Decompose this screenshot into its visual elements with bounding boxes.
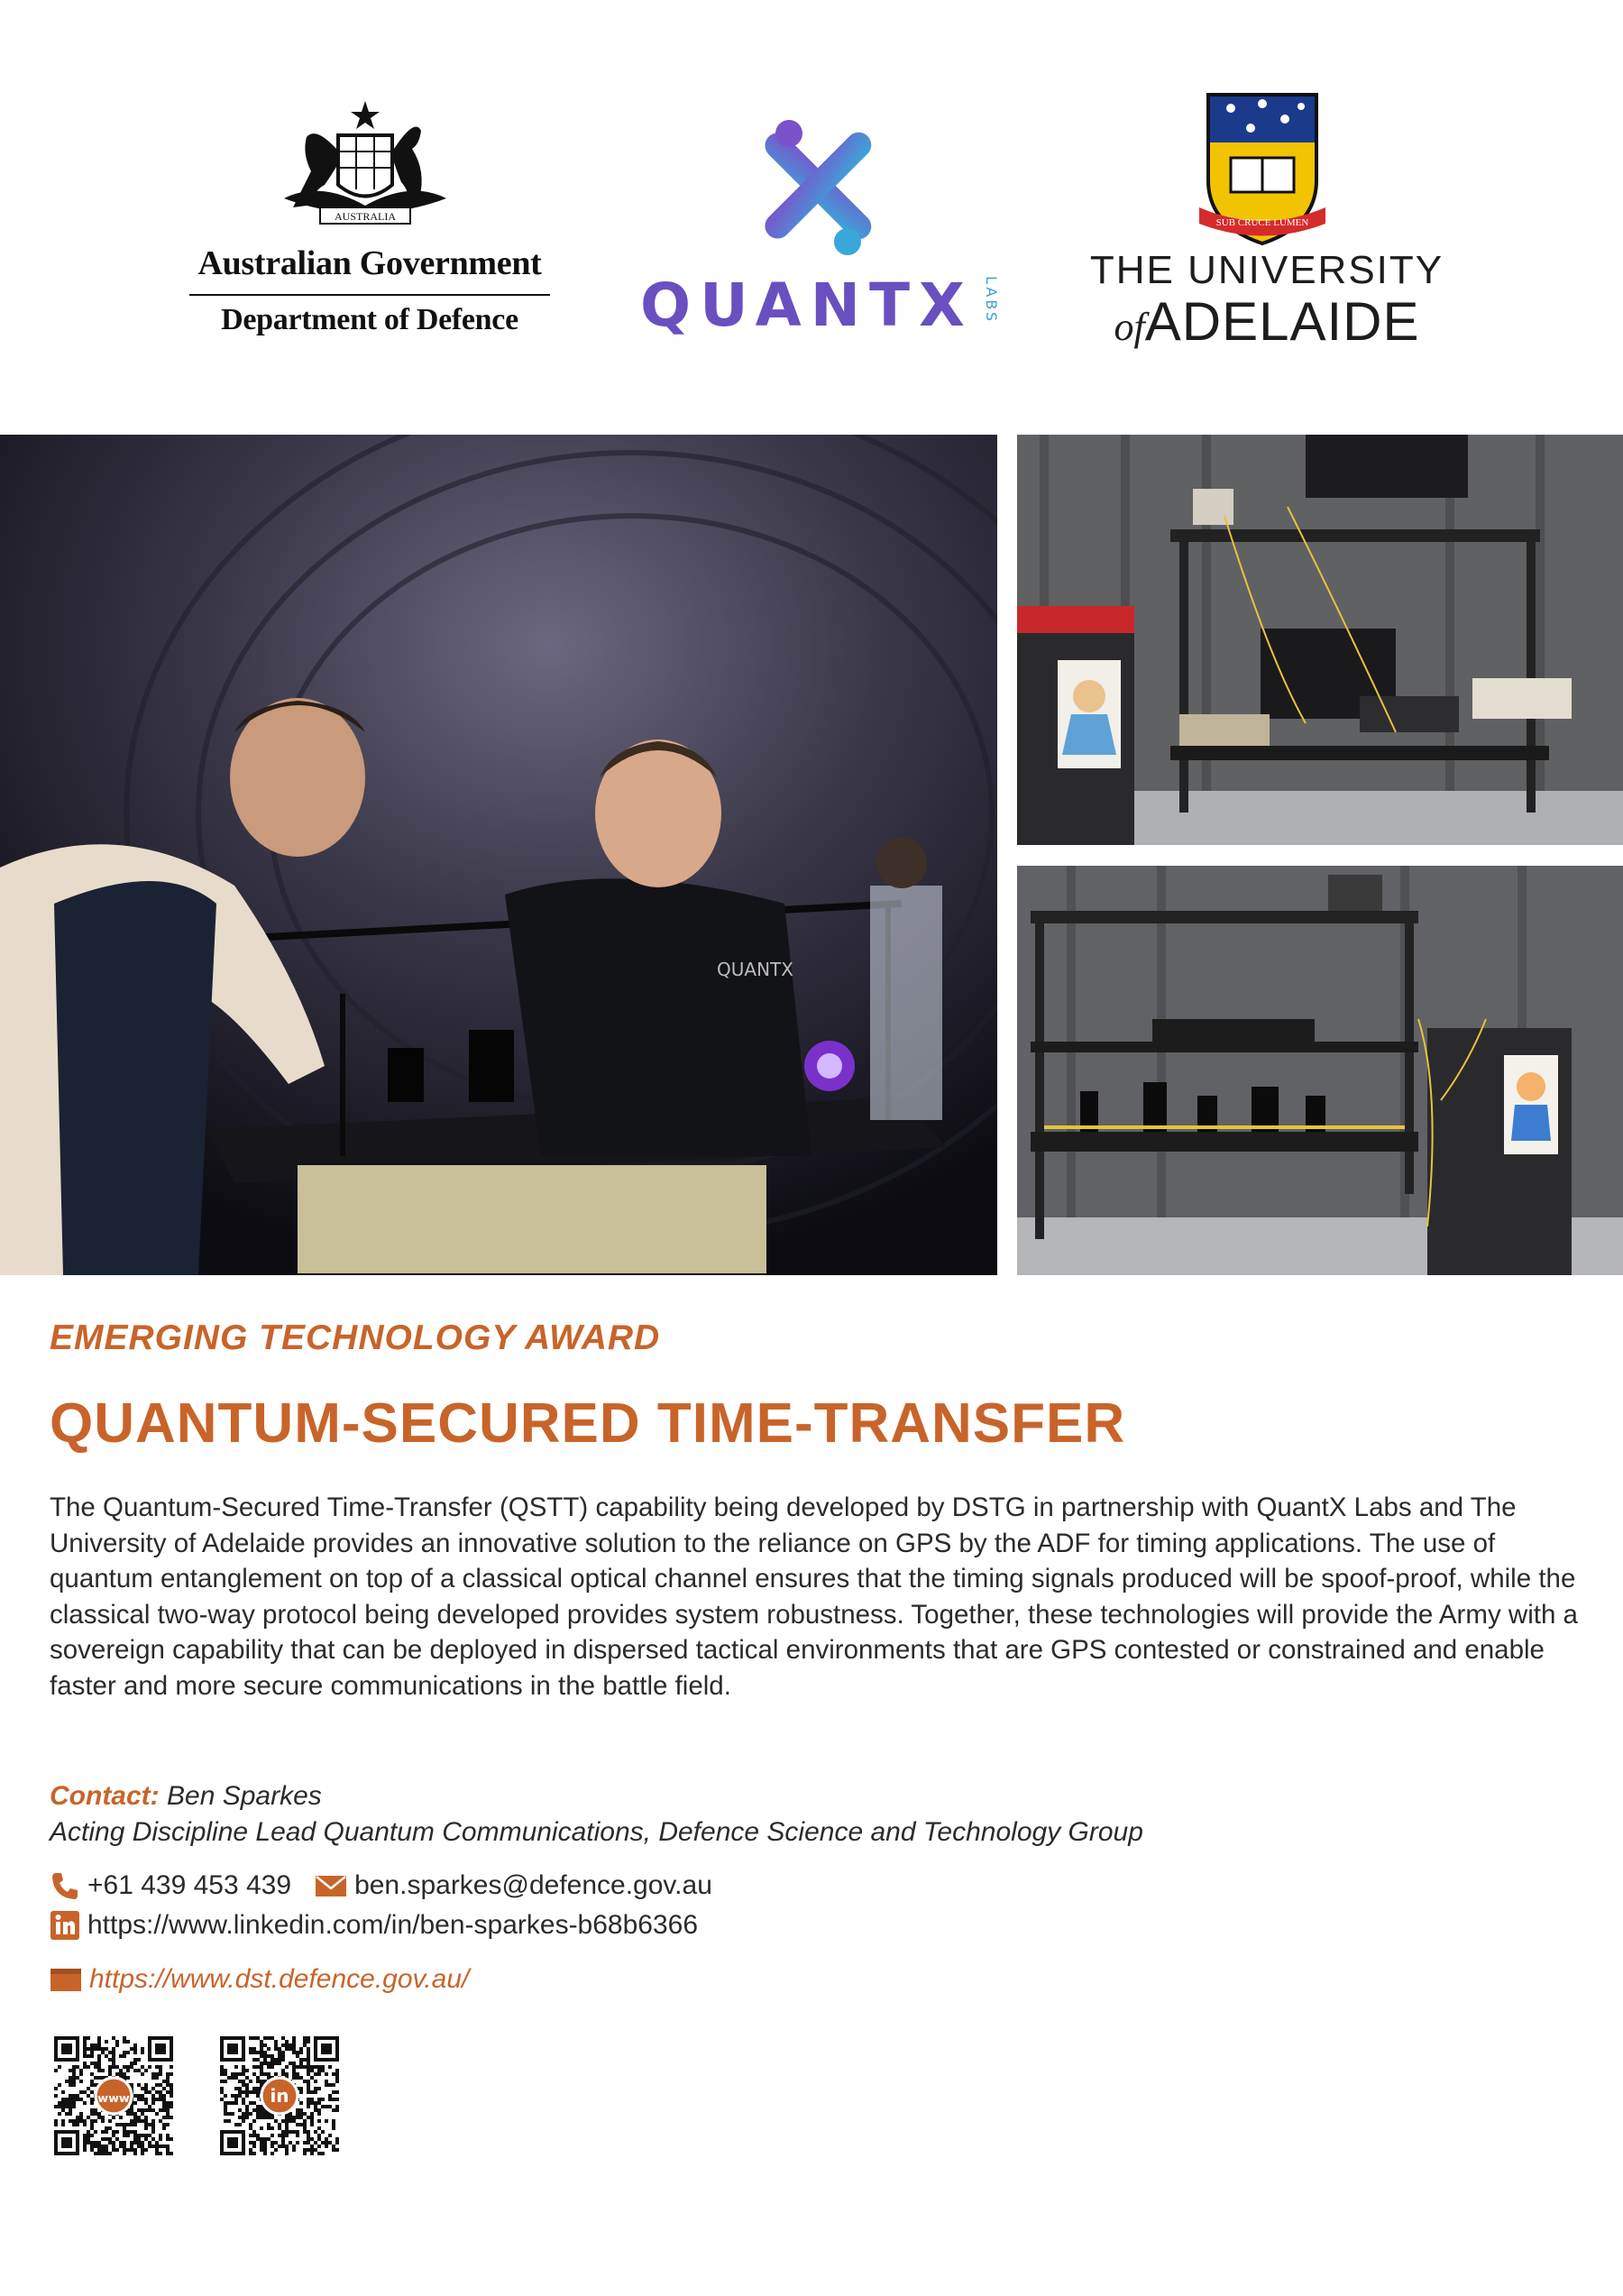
contact-linkedin-row xyxy=(50,1910,698,1941)
qr-center-label: in xyxy=(270,2084,289,2107)
linkedin-icon xyxy=(50,1910,80,1941)
quantx-labs-logo xyxy=(631,117,1010,343)
email-link[interactable]: ben.sparkes@defence.gov.au xyxy=(354,1870,712,1900)
email-icon xyxy=(315,1873,347,1898)
website-link[interactable]: https://www.dst.defence.gov.au/ xyxy=(89,1964,470,1994)
qr-center-label: www xyxy=(97,2091,130,2106)
university-motto: SUB CRUCE LUMEN xyxy=(1215,217,1309,228)
australian-government-logo xyxy=(180,99,559,343)
phone-number[interactable]: +61 439 453 439 xyxy=(87,1870,292,1900)
phone-icon xyxy=(50,1870,80,1901)
linkedin-link[interactable]: https://www.linkedin.com/in/ben-sparkes-b68b6366 xyxy=(87,1910,699,1940)
university-name: ADELAIDE xyxy=(1144,291,1420,352)
lab-photo-equipment-rack xyxy=(1017,435,1623,845)
department-title: Department of Defence xyxy=(221,303,518,336)
award-category: EMERGING TECHNOLOGY AWARD xyxy=(50,1318,661,1357)
quantx-x-mark-icon xyxy=(739,117,897,262)
government-title: Australian Government xyxy=(197,244,542,282)
university-line2 xyxy=(1077,290,1456,353)
quantx-wordmark: QUANTX xyxy=(640,271,974,340)
contact-role: Acting Discipline Lead Quantum Communications, Defence Science and Technology Group xyxy=(50,1817,1143,1847)
contact-phone-email-row xyxy=(50,1870,712,1901)
linkedin-qr-code[interactable] xyxy=(220,2036,339,2155)
contact-line xyxy=(50,1781,322,1812)
lab-photo-scientists xyxy=(0,435,997,1275)
university-crest-icon xyxy=(1195,90,1330,248)
coat-of-arms-icon xyxy=(266,99,464,234)
lab-photo-optical-bench xyxy=(1017,866,1623,1275)
government-divider xyxy=(189,294,550,296)
contact-name: Ben Sparkes xyxy=(167,1781,322,1811)
crest-scroll-text: AUSTRALIA xyxy=(335,210,396,223)
contact-website-row xyxy=(50,1964,469,1995)
quantx-labs-label: LABS xyxy=(983,276,1000,325)
university-of: of xyxy=(1114,305,1145,349)
description-paragraph: The Quantum-Secured Time-Transfer (QSTT) capability being developed by DSTG in partnership with QuantX Labs and The University of Adelaide provides an innovative solution to the reliance on GPS by the ADF for timing applications. The use of quantum entanglement on top of a classical optical channel ensures that the timing signals produced will be spoof-proof, while the classical two-way protocol being developed provides system robustness. Together, these technologies will provide the Army with a sovereign capability that can be deployed in dispersed tactical environments that are GPS contested or constrained and enable faster and more secure communications in the battle field. xyxy=(50,1492,1578,1701)
website-qr-code[interactable] xyxy=(54,2036,173,2155)
contact-label: Contact: xyxy=(50,1781,160,1811)
shirt-logo-text: QUANTX xyxy=(717,959,793,980)
website-icon xyxy=(50,1967,82,1992)
university-of-adelaide-logo xyxy=(1077,90,1456,352)
university-line1: THE UNIVERSITY xyxy=(1089,248,1444,292)
page-title: QUANTUM-SECURED TIME-TRANSFER xyxy=(50,1392,1126,1455)
